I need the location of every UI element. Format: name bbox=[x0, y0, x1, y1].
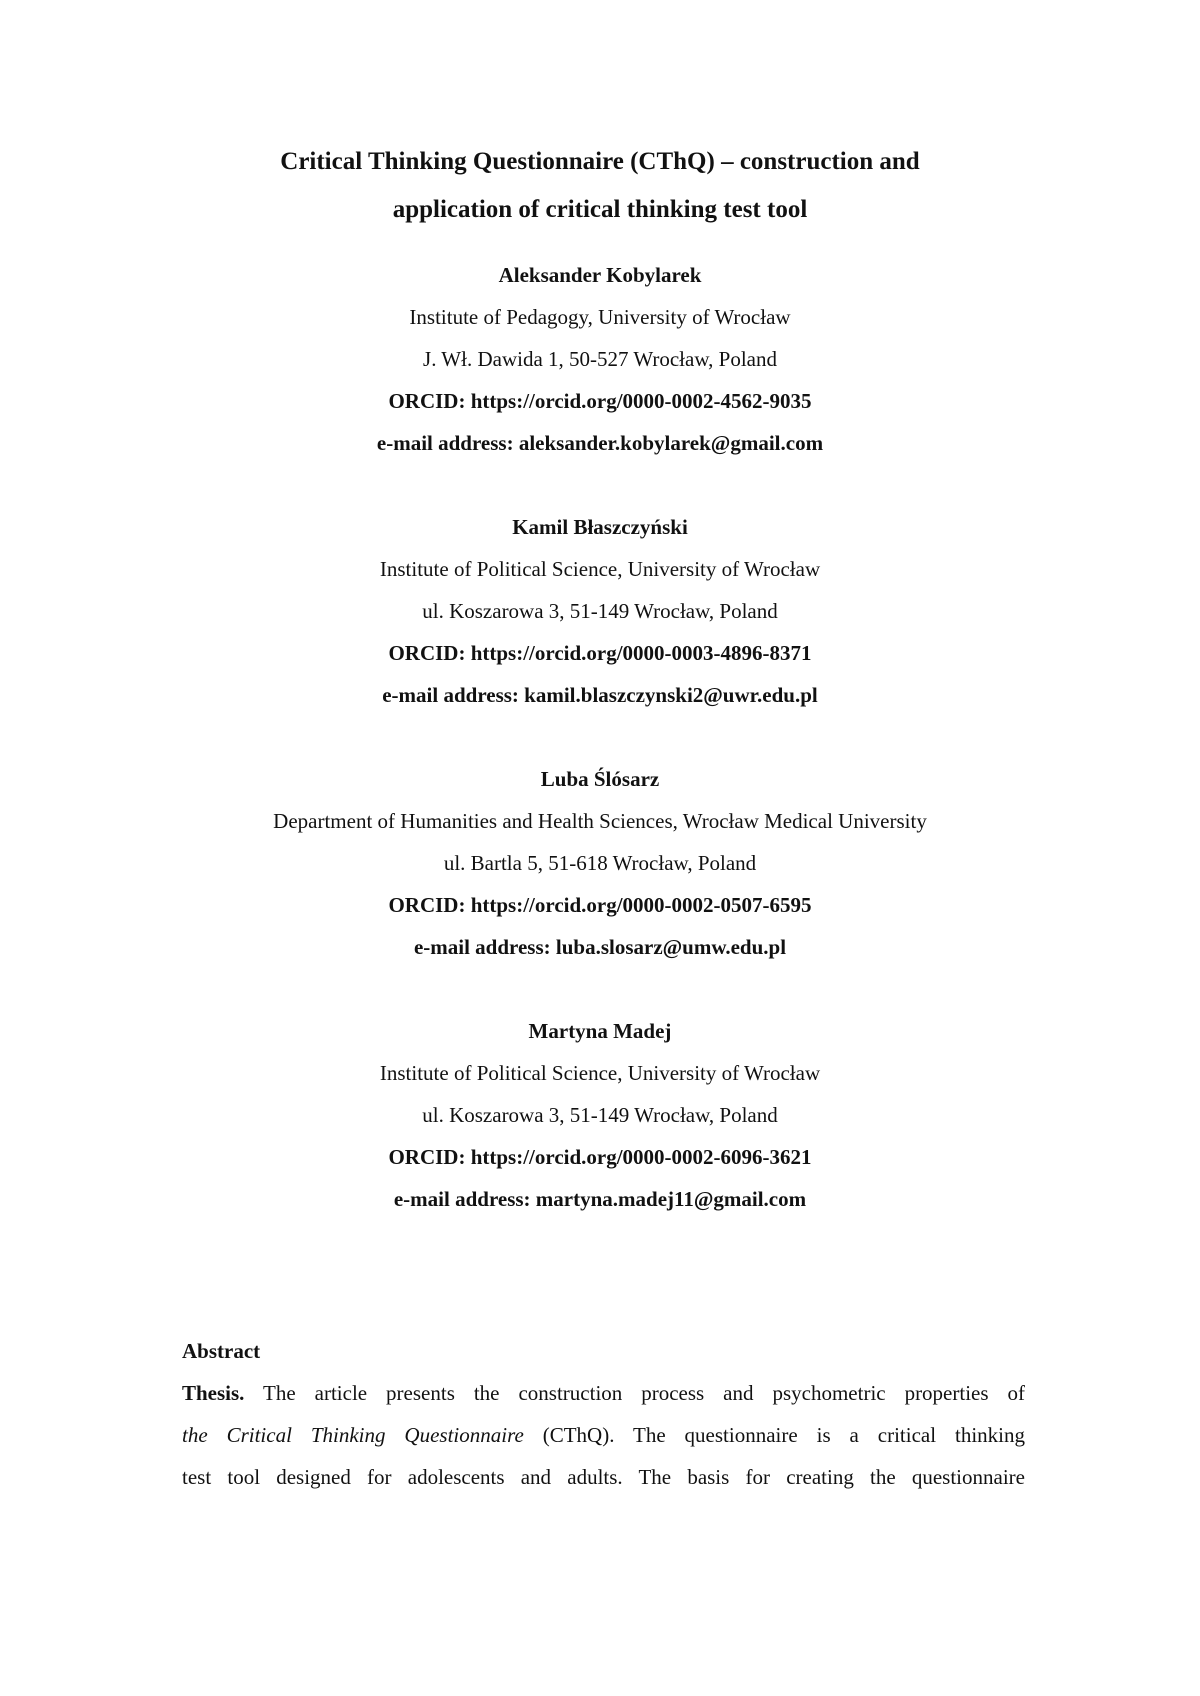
author-affiliation: Institute of Political Science, University of Wrocław bbox=[379, 557, 821, 581]
abstract-line-1 bbox=[182, 1372, 1025, 1414]
abstract-line-3: test tool designed for adolescents and adults. The basis for creating the questionnaire bbox=[182, 1465, 1025, 1489]
author-block-madej bbox=[0, 1010, 1200, 1220]
paper-title bbox=[0, 138, 1200, 234]
author-orcid: ORCID: https://orcid.org/0000-0002-6096-3621 bbox=[388, 1145, 812, 1169]
abstract-line-1-text: The article presents the construction process and psychometric properties of bbox=[244, 1381, 1025, 1405]
author-affiliation: Institute of Pedagogy, University of Wrocław bbox=[409, 305, 791, 329]
abstract-line-2 bbox=[182, 1414, 1025, 1456]
author-block-kobylarek bbox=[0, 254, 1200, 464]
author-address: ul. Bartla 5, 51-618 Wrocław, Poland bbox=[443, 851, 757, 875]
paper-title-line-2: application of critical thinking test tool bbox=[392, 196, 808, 223]
author-affiliation: Institute of Political Science, University of Wrocław bbox=[379, 1061, 821, 1085]
author-email: e-mail address: luba.slosarz@umw.edu.pl bbox=[413, 935, 787, 959]
abstract-questionnaire-title: the Critical Thinking Questionnaire bbox=[182, 1423, 524, 1447]
author-email: e-mail address: aleksander.kobylarek@gmail.com bbox=[376, 431, 824, 455]
abstract-line-2-text: (CThQ). The questionnaire is a critical thinking bbox=[523, 1423, 1025, 1447]
paper-title-line-1: Critical Thinking Questionnaire (CThQ) – construction and bbox=[280, 148, 920, 175]
author-name: Kamil Błaszczyński bbox=[512, 515, 688, 539]
author-name: Luba Ślósarz bbox=[540, 767, 660, 791]
author-email: e-mail address: martyna.madej11@gmail.com bbox=[393, 1187, 807, 1211]
author-name: Aleksander Kobylarek bbox=[498, 263, 702, 287]
author-orcid: ORCID: https://orcid.org/0000-0002-0507-6595 bbox=[388, 893, 812, 917]
abstract-thesis-label: Thesis. bbox=[182, 1381, 245, 1405]
author-block-slosarz bbox=[0, 758, 1200, 968]
author-email: e-mail address: kamil.blaszczynski2@uwr.edu.pl bbox=[382, 683, 818, 707]
abstract-section bbox=[182, 1330, 1025, 1498]
author-orcid: ORCID: https://orcid.org/0000-0002-4562-9035 bbox=[388, 389, 812, 413]
author-address: ul. Koszarowa 3, 51-149 Wrocław, Poland bbox=[422, 1103, 778, 1127]
author-affiliation: Department of Humanities and Health Sciences, Wrocław Medical University bbox=[273, 809, 927, 833]
author-name: Martyna Madej bbox=[528, 1019, 672, 1043]
author-address: ul. Koszarowa 3, 51-149 Wrocław, Poland bbox=[422, 599, 778, 623]
author-block-blaszczynski bbox=[0, 506, 1200, 716]
author-address: J. Wł. Dawida 1, 50-527 Wrocław, Poland bbox=[423, 347, 777, 371]
abstract-heading: Abstract bbox=[182, 1339, 261, 1363]
author-orcid: ORCID: https://orcid.org/0000-0003-4896-8371 bbox=[388, 641, 812, 665]
